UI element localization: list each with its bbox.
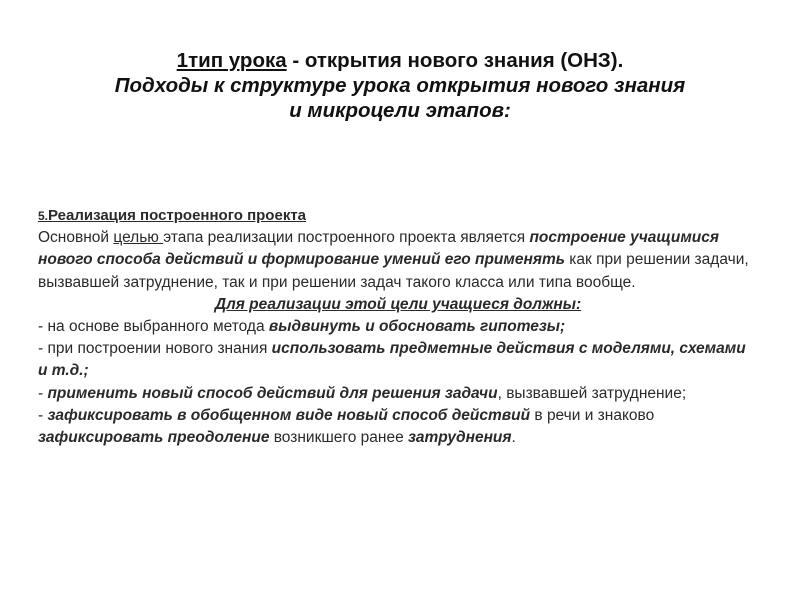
goal-bold: построение учащимися нового способа действий и формирование умений его применять [38, 229, 720, 269]
item1-bold: выдвинуть и обосновать гипотезы; [268, 318, 566, 336]
item5-end: . [511, 429, 516, 447]
item2-bold: использовать предметные действия с моделями, схемами и т.д.; [38, 340, 746, 380]
item4-bold: зафиксировать в обобщенном виде новый способ действий [47, 406, 531, 424]
item4-prefix: - [38, 406, 48, 424]
item1-prefix: - на основе выбранного метода [38, 318, 269, 336]
goal-paragraph [38, 227, 758, 294]
subtitle-line1: Подходы к структуре урока открытия нового знания [114, 74, 686, 97]
item3-tail: , вызвавшей затруднение; [497, 384, 687, 402]
goal-tail: как при решении задачи, вызвавшей затруднение, так и при решении задач такого класса или типа вообще. [38, 251, 749, 291]
item5-bold1: зафиксировать преодоление [38, 429, 270, 447]
list-item [38, 427, 758, 449]
item5-bold2: затруднения [408, 429, 512, 447]
section-heading [38, 205, 758, 227]
item3-bold: применить новый способ действий для решения задачи [47, 384, 498, 402]
item4-tail: в речи и знаково [530, 406, 655, 424]
goal-rest: этапа реализации построенного проекта является [163, 229, 530, 247]
list-item [38, 316, 758, 338]
subtitle-line2 [60, 98, 740, 123]
title-line [60, 48, 740, 73]
item2-prefix: - при построении нового знания [38, 340, 272, 358]
list-item [38, 383, 758, 405]
slide-title [60, 48, 740, 123]
students-must-heading: Для реализации этой цели учащиеся должны: [214, 295, 582, 313]
goal-prefix: Основной [38, 229, 114, 247]
list-item [38, 405, 758, 427]
section-heading-text: Реализация построенного проекта [48, 207, 307, 224]
list-item [38, 338, 758, 382]
item5-mid: возникшего ранее [269, 429, 408, 447]
section-number: 5. [38, 209, 49, 223]
subtitle-colon: : [503, 99, 511, 122]
slide-content [38, 205, 758, 449]
lesson-type-label: 1тип урока [176, 49, 287, 72]
goal-word: целью [113, 229, 164, 247]
item3-prefix: - [38, 384, 48, 402]
lesson-type-rest: - открытия нового знания (ОНЗ). [286, 49, 624, 72]
subtitle-line2-text: и микроцели этапов [289, 99, 504, 122]
